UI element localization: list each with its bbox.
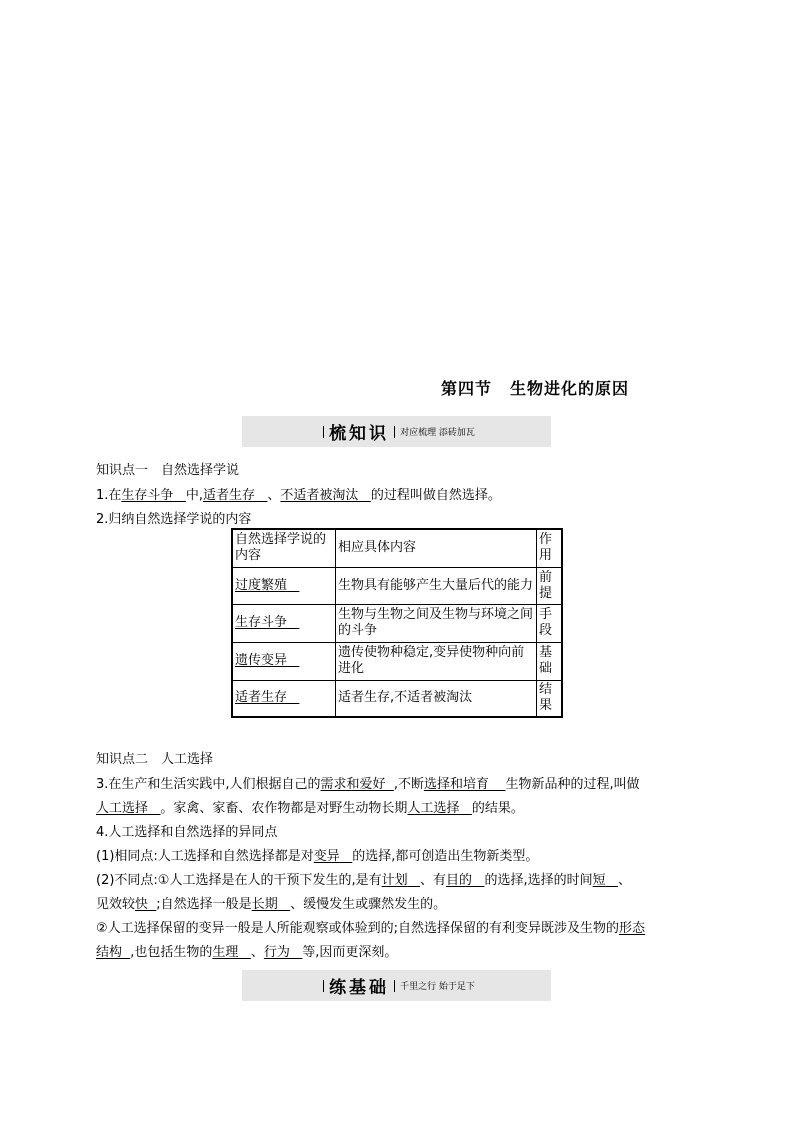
answer-blank: 行为 [263,945,290,960]
practice-banner [242,970,551,1001]
text: 、 [267,488,281,503]
section-title [441,376,629,399]
text: 的结果。 [471,801,524,816]
text: ,也包括生物的 [130,945,213,960]
text: 见效较 [96,897,136,912]
answer-blank: 形态 [619,921,646,936]
banner-main-label: 练基础 [329,978,390,998]
table-cell: 手段 [537,604,563,642]
table-header-row [232,529,562,567]
table-cell: 结果 [537,680,563,717]
answer-blank: 目的 [446,873,473,888]
table-row [232,604,562,642]
question-3 [96,773,640,792]
question-4-part-3-cont [96,941,397,960]
answer-blank: 人工选择 [407,801,460,816]
text: 生物新品种的过程,叫做 [505,777,640,792]
table-cell: 前提 [537,567,563,604]
table-cell: 适者生存,不适者被淘汰 [336,680,537,717]
question-4-part-2-cont [96,893,446,912]
banner-sub-label: 千里之行 始于足下 [400,982,475,992]
table-cell: 生物具有能够产生大量后代的能力 [336,567,537,604]
answer-blank: 生存斗争 [121,488,174,503]
question-3-cont [96,797,524,816]
table-row [232,680,562,717]
question-2: 2.归纳自然选择学说的内容 [96,512,252,527]
answer-blank: 计划 [381,873,408,888]
kp1-heading: 知识点一 自然选择学说 [96,463,240,478]
text: 的选择,选择的时间 [484,873,593,888]
banner-divider [394,426,395,438]
banner-sub-label: 对应梳理 添砖加瓦 [400,428,475,438]
answer-blank: 生理 [212,945,239,960]
table-header: 自然选择学说的内容 [232,529,336,567]
natural-selection-table [231,528,563,718]
text: ;自然选择一般是 [156,897,252,912]
answer-blank: 长期 [251,897,278,912]
section-name: 生物进化的原因 [510,379,630,398]
table-cell: 适者生存 [232,680,336,717]
study-banner [242,416,551,447]
answer-blank: 结构 [96,945,123,960]
answer-blank: 变异 [313,849,340,864]
table-cell: 遗传变异 [232,642,336,680]
text: 3.在生产和生活实践中,人们根据自己的 [96,777,321,792]
text: 的过程叫做自然选择。 [370,488,501,503]
section-number: 第四节 [441,379,493,398]
question-4-part-2 [96,869,631,888]
question-4-part-1 [96,845,538,864]
answer-blank: 快 [135,897,149,912]
text: 、有 [420,873,447,888]
question-4: 4.人工选择和自然选择的异同点 [96,825,278,840]
question-4-part-3 [96,917,645,936]
text: ②人工选择保留的变异一般是人所能观察或体验到的;自然选择保留的有利变异既涉及生物的 [96,921,620,936]
text: 、缓慢发生或骤然发生的。 [290,897,447,912]
table-cell: 生物与生物之间及生物与环境之间的斗争 [336,604,537,642]
kp2-heading: 知识点二 人工选择 [96,752,214,767]
table-row [232,567,562,604]
answer-blank: 人工选择 [96,801,149,816]
table-cell: 基础 [537,642,563,680]
text: (2)不同点:①人工选择是在人的干预下发生的,是有 [96,873,382,888]
banner-divider [394,980,395,992]
text: 1.在 [96,488,122,503]
banner-divider [323,426,324,438]
answer-blank: 短 [592,873,606,888]
answer-blank: 不适者被淘汰 [280,488,359,503]
text: (1)相同点:人工选择和自然选择都是对 [96,849,314,864]
table-cell: 生存斗争 [232,604,336,642]
text: 等,因而更深刻。 [302,945,398,960]
text: 。家禽、家畜、农作物都是对野生动物长期 [160,801,408,816]
text: 中, [185,488,203,503]
text: ,不断 [393,777,424,792]
text: 的选择,都可创造出生物新类型。 [352,849,539,864]
table-cell: 过度繁殖 [232,567,336,604]
answer-blank: 选择和培育 [423,777,489,792]
table-header: 相应具体内容 [336,529,537,567]
table-header: 作用 [537,529,563,567]
table-row [232,642,562,680]
answer-blank: 适者生存 [202,488,255,503]
banner-main-label: 梳知识 [329,424,390,444]
text: 、 [250,945,264,960]
answer-blank: 需求和爱好 [320,777,386,792]
table-cell: 遗传使物种稳定,变异使物种向前进化 [336,642,537,680]
text: 、 [618,873,632,888]
question-1 [96,484,501,503]
banner-divider [323,980,324,992]
